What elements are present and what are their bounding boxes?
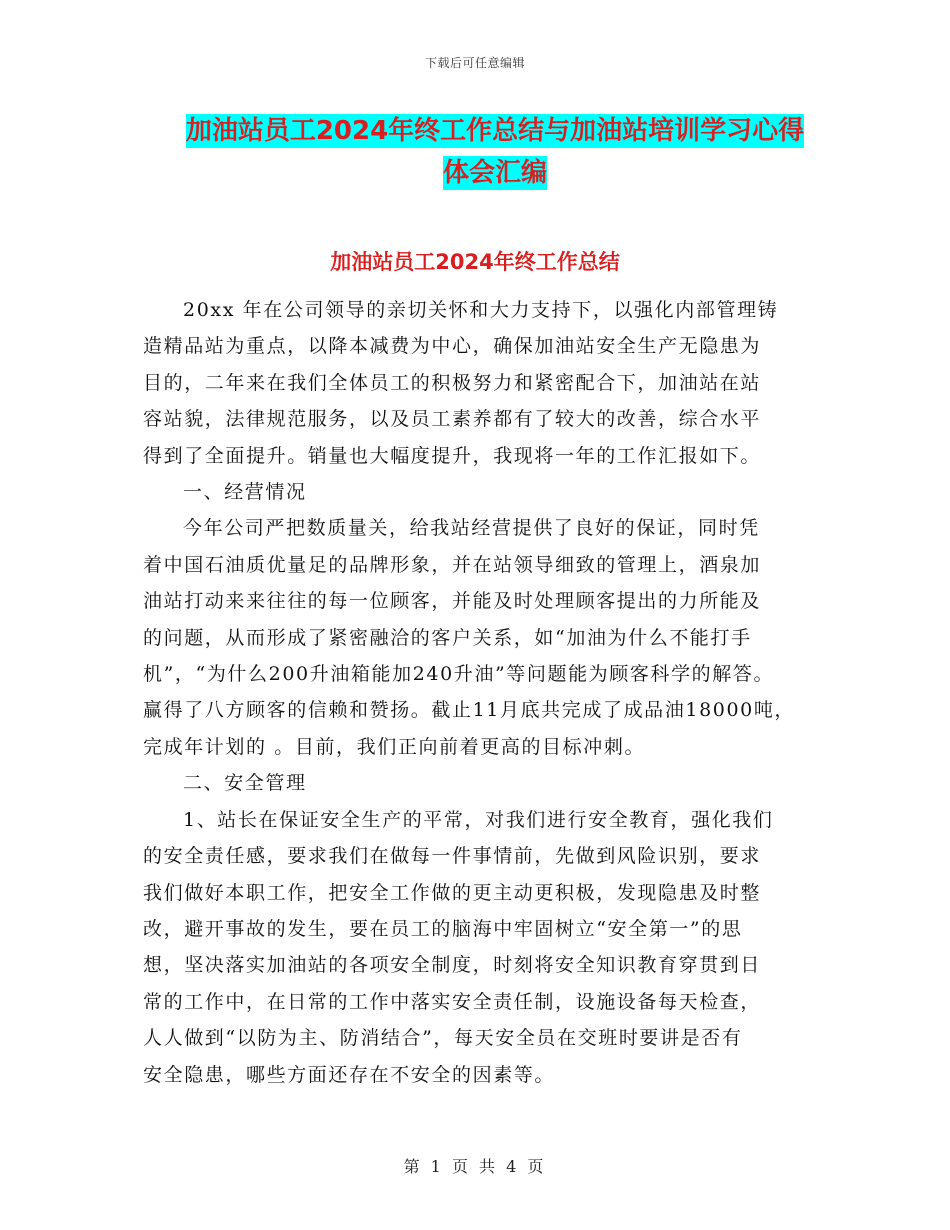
paragraph-line: 安全隐患，哪些方面还存在不安全的因素等。 [143,1063,556,1086]
paragraph-line: 着中国石油质优量足的品牌形象，并在站领导细致的管理上，酒泉加 [143,553,762,576]
paragraph-line: 目的，二年来在我们全体员工的积极努力和紧密配合下，加油站在站 [143,371,762,394]
document-title-line-1: 加油站员工2024年终工作总结与加油站培训学习心得 [185,116,805,146]
paragraph-line: 20xx 年在公司领导的亲切关怀和大力支持下，以强化内部管理铸 [183,299,779,321]
document-title [175,110,815,194]
paragraph-line: 赢得了八方顾客的信赖和赞扬。截止11月底共完成了成品油18000吨， [143,699,796,722]
page-number: 第 1 页 共 4 页 [403,1157,547,1176]
paragraph-line: 油站打动来来往往的每一位顾客，并能及时处理顾客提出的力所能及 [143,590,762,613]
paragraph-line: 想，坚决落实加油站的各项安全制度，时刻将安全知识教育穿贯到日 [143,954,762,977]
document-title-line-2: 体会汇编 [442,158,547,188]
header-note: 下载后可任意编辑 [424,56,525,70]
paragraph-line: 容站貌，法律规范服务，以及员工素养都有了较大的改善，综合水平 [143,408,762,431]
paragraph-line: 人人做到“以防为主、防消结合”，每天安全员在交班时要讲是否有 [143,1027,743,1050]
paragraph-line: 造精品站为重点，以降本减费为中心，确保加油站安全生产无隐患为 [143,335,762,358]
paragraph-line: 我们做好本职工作，把安全工作做的更主动更积极，发现隐患及时整 [143,881,762,904]
paragraph-line: 的安全责任感，要求我们在做每一件事情前，先做到风险识别，要求 [143,845,762,868]
paragraph-line: 得到了全面提升。销量也大幅度提升，我现将一年的工作汇报如下。 [143,444,762,467]
subheading-safety: 二、安全管理 [183,772,307,795]
paragraph-line: 1、站长在保证安全生产的平常，对我们进行安全教育，强化我们 [183,808,774,831]
document-body [143,292,833,1093]
paragraph-line: 常的工作中，在日常的工作中落实安全责任制，设施设备每天检查， [143,990,762,1013]
paragraph-line: 的问题，从而形成了紧密融洽的客户关系，如“加油为什么不能打手 [143,626,752,649]
paragraph-line: 完成年计划的 。目前，我们正向前着更高的目标冲刺。 [143,735,646,758]
paragraph-line: 今年公司严把数质量关，给我站经营提供了良好的保证，同时凭 [183,517,760,540]
subheading-operations: 一、经营情况 [183,481,307,504]
paragraph-line: 机”，“为什么200升油箱能加240升油”等问题能为顾客科学的解答。 [143,663,775,686]
paragraph-line: 改，避开事故的发生，要在员工的脑海中牢固树立“安全第一”的思 [143,917,743,940]
section-title: 加油站员工2024年终工作总结 [330,250,620,274]
